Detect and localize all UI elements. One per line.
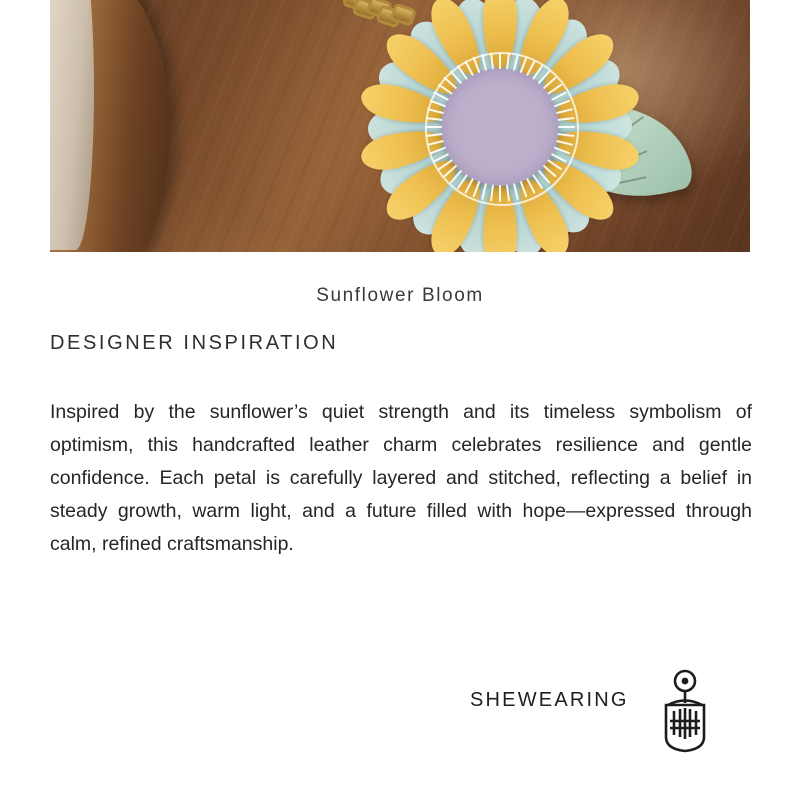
section-heading-designer-inspiration: DESIGNER INSPIRATION (50, 332, 339, 354)
center-stitch (425, 126, 442, 128)
product-hero-image (50, 0, 750, 252)
brand-name: SHEWEARING (470, 689, 629, 711)
page-title: Sunflower Bloom (316, 285, 484, 306)
frame-inner-bevel (50, 0, 94, 250)
shewearing-logo-icon (654, 665, 716, 755)
designer-inspiration-body: Inspired by the sunflower’s quiet strength and its timeless symbolism of optimism, this handcrafted leather charm celebrates resilience and gentle confidence. Each petal is carefully layered and stitched, reflecting a belief in steady growth, warm light, and a future filled with hope—expressed through calm, refined craftsmanship. (50, 401, 752, 555)
center-stitch (499, 185, 501, 202)
sunflower-icon (350, 2, 650, 252)
flower-center-ring (425, 52, 579, 206)
frame-edge (50, 0, 170, 252)
brand-footer (470, 665, 752, 755)
center-stitch (558, 126, 575, 128)
center-stitch (499, 52, 501, 69)
